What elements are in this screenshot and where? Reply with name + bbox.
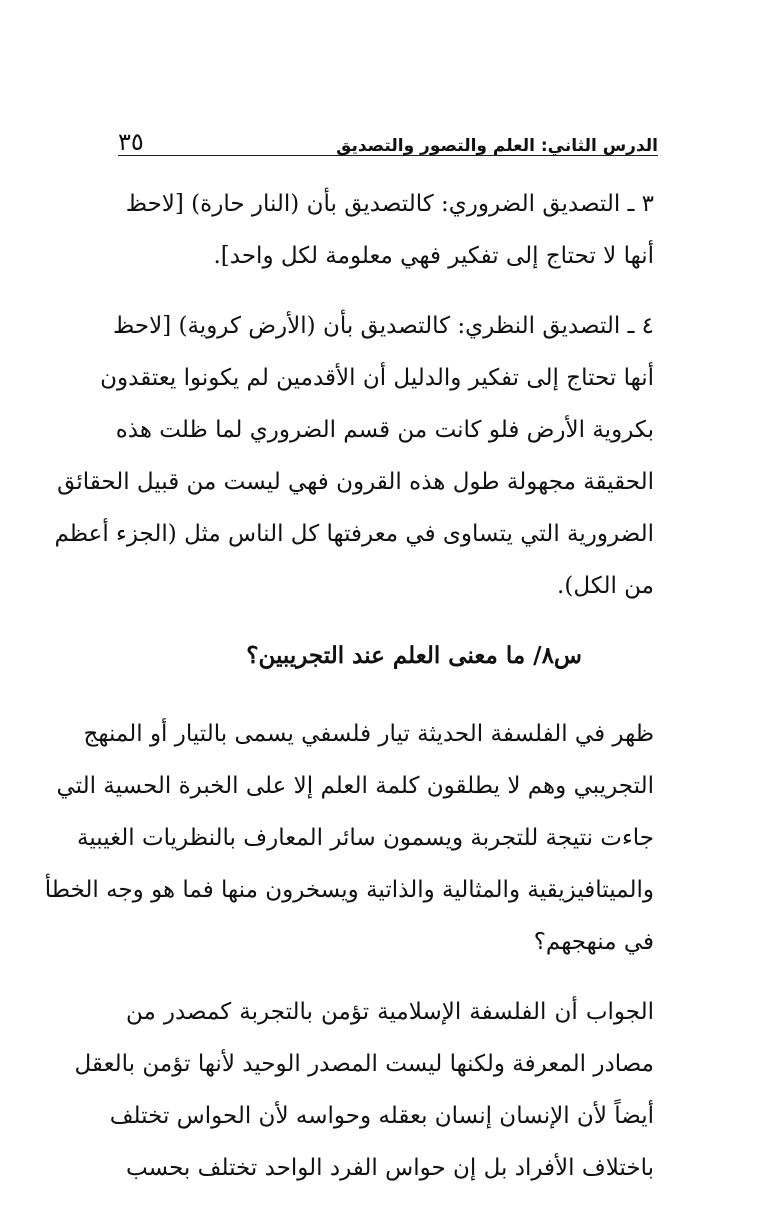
text-line: باختلاف الأفراد بل إن حواس الفرد الواحد تختلف بحسب (125, 1155, 654, 1181)
text-line: الجواب أن الفلسفة الإسلامية تؤمن بالتجربة كمصدر من (126, 999, 654, 1025)
text-line: مصادر المعرفة ولكنها ليست المصدر الوحيد لأنها تؤمن بالعقل (74, 1051, 654, 1077)
text-line: ظهر في الفلسفة الحديثة تيار فلسفي يسمى بالتيار أو المنهج (83, 721, 654, 747)
paragraph-theoretical-assent (54, 300, 654, 612)
paragraph-necessary-assent (126, 178, 654, 282)
text-line: الضرورية التي يتساوى في معرفتها كل الناس مثل (الجزء أعظم (54, 521, 654, 547)
running-header (118, 120, 658, 156)
page-body (44, 178, 654, 1212)
text-line: أنها تحتاج إلى تفكير والدليل أن الأقدمين لم يكونوا يعتقدون (100, 365, 654, 391)
text-line: ٣ ـ التصديق الضروري: كالتصديق بأن (النار حارة) [لاحظ (125, 191, 654, 217)
text-line: من الكل). (557, 573, 654, 599)
page-number: ٣٥ (118, 128, 144, 156)
question-heading: س٨/ ما معنى العلم عند التجريبين؟ (246, 642, 582, 669)
text-line: جاءت نتيجة للتجربة ويسمون سائر المعارف بالنظريات الغيبية (77, 825, 654, 851)
text-line: أنها لا تحتاج إلى تفكير فهي معلومة لكل واحد]. (213, 243, 654, 269)
text-line: في منهجهم؟ (533, 929, 654, 955)
text-line: ٤ ـ التصديق النظري: كالتصديق بأن (الأرض كروية) [لاحظ (113, 313, 654, 339)
paragraph-empiricism (44, 708, 654, 968)
text-line: التجريبي وهم لا يطلقون كلمة العلم إلا على الخبرة الحسية التي (56, 773, 654, 799)
header-rule (118, 155, 658, 156)
text-line: بكروية الأرض فلو كانت من قسم الضروري لما ظلت هذه (115, 417, 654, 443)
text-line: والميتافيزيقية والمثالية والذاتية ويسخرون منها فما هو وجه الخطأ (44, 877, 654, 903)
chapter-title: الدرس الثاني: العلم والتصور والتصديق (336, 136, 658, 156)
text-line: الحقيقة مجهولة طول هذه القرون فهي ليست من قبيل الحقائق (57, 469, 654, 495)
text-line: أيضاً لأن الإنسان إنسان بعقله وحواسه لأن الحواس تختلف (109, 1103, 654, 1129)
paragraph-answer (74, 986, 654, 1194)
